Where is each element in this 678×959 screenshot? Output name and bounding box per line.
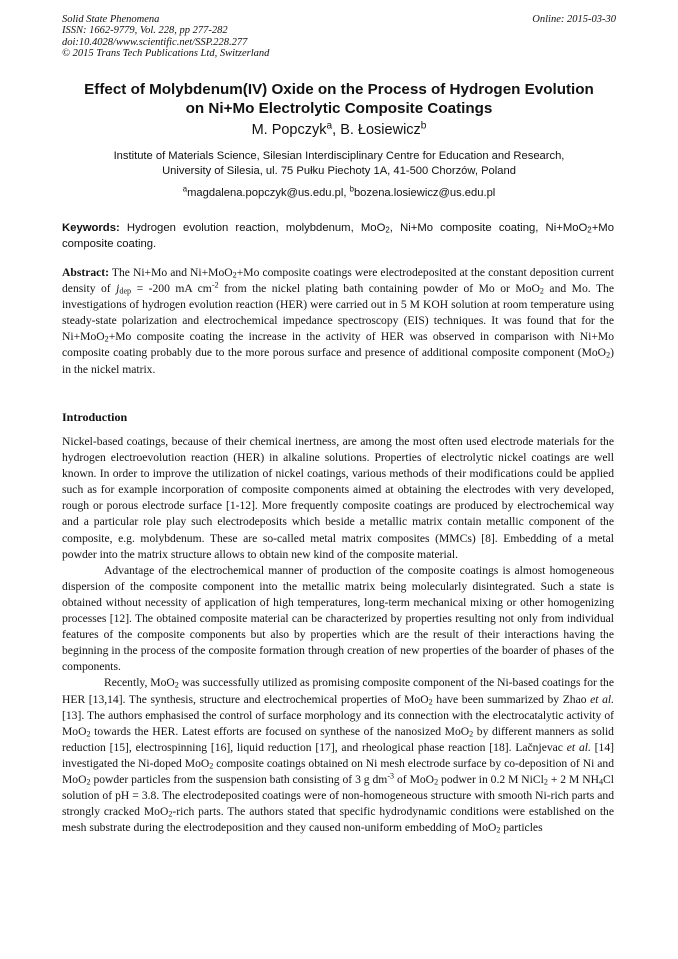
subscript: 2	[168, 809, 173, 819]
abstract-text: ) in the nickel matrix.	[62, 346, 614, 376]
paragraph: Nickel-based coatings, because of their chemical inertness, are among the most often used electrode materials for the hydrogen electroevolution reaction (HER) in alkaline solutions. Properties of electrolytic nickel coatings are well known. In order to improve the utilization of nickel coatings, various methods of their modifications could be applied such as for example incorporation of composite components aimed at obtaining the electrodes with very developed, rough or porous electrode surface [1-12]. More frequently composite coatings are produced by electrochemical way and a particular role play such electrodeposits which beside a metallic matrix contain metallic component of the composite, e.g. molybdenum. These are so-called metal matrix composites (MMCs) [8]. Embedding of a metal powder into the matrix structure allows to obtain new kind of the composite material.	[62, 435, 614, 561]
keywords-text: +Mo composite coating.	[62, 222, 614, 250]
email-link[interactable]: magdalena.popczyk@us.edu.pl,	[187, 187, 350, 199]
subscript: 2	[543, 777, 548, 787]
affiliation-line-2: University of Silesia, ul. 75 Pułku Piechoty 1A, 41-500 Chorzów, Poland	[162, 165, 516, 177]
subscript: 2	[606, 351, 611, 361]
paragraph-text: + 2 M NH	[547, 772, 599, 786]
abstract-text: and Mo. The investigations of hydrogen evolution reaction (HER) were carried out in 5 M KOH solution at room temperature using steady-state polarization and electrochemical impedance spectroscopy (EIS) techniques. It was found that for the Ni+MoO	[62, 282, 614, 344]
abstract-text: +Mo composite coating the increase in the activity of HER was observed in comparison with Ni+Mo composite coating probably due to the more porous surface and presence of additional composite component (MoO	[62, 330, 614, 360]
email-mark: a	[182, 184, 188, 194]
keywords-label: Keywords:	[62, 222, 120, 234]
superscript: -3	[387, 771, 395, 781]
subscript: 2	[104, 334, 109, 344]
abstract-text: from the nickel plating bath containing powder of Mo or MoO	[218, 282, 540, 296]
subscript: 2	[496, 825, 501, 835]
subscript: 2	[385, 225, 390, 235]
paragraph-text: of MoO	[394, 772, 435, 786]
paragraph	[62, 675, 614, 836]
abstract-text: +Mo composite coatings were electrodeposited at the constant deposition current density of	[62, 266, 615, 296]
keywords-text: Hydrogen evolution reaction, molybdenum, MoO	[119, 222, 386, 234]
paragraph-text: Recently, MoO	[104, 676, 175, 690]
subscript: 2	[587, 225, 592, 235]
author-list	[60, 121, 618, 139]
author-name: B. Łosiewicz	[340, 122, 421, 138]
email-mark: b	[349, 184, 354, 194]
issn-line: ISSN: 1662-9779, Vol. 228, pp 277-282	[62, 25, 228, 37]
author-name: M. Popczyk	[251, 122, 327, 138]
abstract-text: = -200 mA cm	[131, 282, 212, 296]
keywords	[62, 220, 614, 252]
journal-header	[62, 14, 269, 59]
paragraph-text: particles	[500, 821, 543, 835]
superscript: -2	[211, 280, 219, 290]
author-affiliation-mark: b	[420, 120, 427, 132]
et-al: et al.	[566, 740, 591, 754]
paragraph-text: podwer in 0.2 M NiCl	[438, 772, 544, 786]
introduction-body	[62, 434, 614, 836]
online-date: Online: 2015-03-30	[532, 14, 616, 25]
affiliation-line-1: Institute of Materials Science, Silesian Interdisciplinary Centre for Education and Research,	[113, 150, 565, 162]
section-heading-introduction: Introduction	[62, 410, 128, 424]
subscript: 2	[428, 697, 433, 707]
subscript: 2	[86, 777, 91, 787]
title-line-2: on Ni+Mo Electrolytic Composite Coatings	[185, 100, 493, 117]
paragraph-text: towards the HER. Latest efforts are focused on synthese of the nanosized MoO	[90, 724, 470, 738]
abstract	[62, 265, 614, 378]
copyright-line: © 2015 Trans Tech Publications Ltd, Switzerland	[62, 47, 270, 59]
keywords-text: , Ni+Mo composite coating, Ni+MoO	[389, 222, 588, 234]
et-al: et al.	[590, 692, 614, 706]
subscript: 2	[469, 729, 474, 739]
paper-title	[60, 80, 618, 118]
paragraph-text: composite coatings obtained on Ni mesh electrode surface by co-deposition of Ni and MoO	[62, 756, 614, 786]
author-separator: ,	[332, 122, 341, 138]
paragraph-text: -rich parts. The authors stated that specific hydrodynamic conditions were established on the mesh substrate during the electrodeposition and they caused non-uniform embedding of MoO	[62, 805, 614, 835]
subscript: dep	[119, 286, 132, 296]
author-affiliation-mark: a	[326, 120, 333, 132]
paragraph-text: by different manners as solid reduction [15], electrospinning [16], liquid reduction [17], and rheological phase reaction [18]. Lačnjevac	[62, 724, 614, 754]
paragraph-text: [14] investigated the Ni-doped MoO	[62, 740, 615, 770]
paragraph-text: have been summarized by Zhao	[432, 692, 591, 706]
subscript: 2	[209, 761, 214, 771]
subscript: 2	[232, 270, 237, 280]
title-line-1: Effect of Molybdenum(IV) Oxide on the Process of Hydrogen Evolution	[84, 81, 594, 98]
paragraph-text: Cl solution of pH = 3.8. The electrodeposited coatings were of non-homogeneous structure with smooth Ni-rich parts and strongly cracked MoO	[62, 772, 615, 819]
paragraph-text: [13]. The authors emphasised the control of surface morphology and its connection with the electrocatalytic activity of MoO	[62, 708, 614, 738]
affiliation	[60, 149, 618, 179]
subscript: 2	[539, 286, 544, 296]
subscript: 4	[598, 777, 604, 787]
paragraph: Advantage of the electrochemical manner of production of the composite coatings is almost homogeneous dispersion of the composite component into the metallic matrix being molecularly disintegrated. Such a state is obtained without necessity of application of high temperatures, long-term mechanical mixing or other homogenizing processes [12]. The obtained composite material can be characterized by properties resulting not only from individual features of the composite components but also by properties which are the result of their interactions having the beginning in the process of the composite formation through creation of new properties of the boarder of phases of the components.	[62, 563, 614, 674]
doi-line: doi:10.4028/www.scientific.net/SSP.228.277	[62, 36, 248, 48]
email-link[interactable]: bozena.losiewicz@us.edu.pl	[353, 187, 496, 199]
symbol-j: j	[116, 282, 120, 296]
subscript: 2	[434, 777, 439, 787]
abstract-label: Abstract:	[62, 266, 110, 279]
journal-name: Solid State Phenomena	[62, 14, 160, 25]
paragraph-text: was successfully utilized as promising composite component of the Ni-based coatings for the HER [13,14]. The synthesis, structure and electrochemical properties of MoO	[62, 676, 614, 706]
author-emails	[60, 186, 618, 201]
abstract-text: The Ni+Mo and Ni+MoO	[109, 266, 233, 279]
subscript: 2	[86, 729, 91, 739]
paragraph-text: powder particles from the suspension bath consisting of 3 g dm	[90, 772, 388, 786]
subscript: 2	[174, 681, 179, 691]
